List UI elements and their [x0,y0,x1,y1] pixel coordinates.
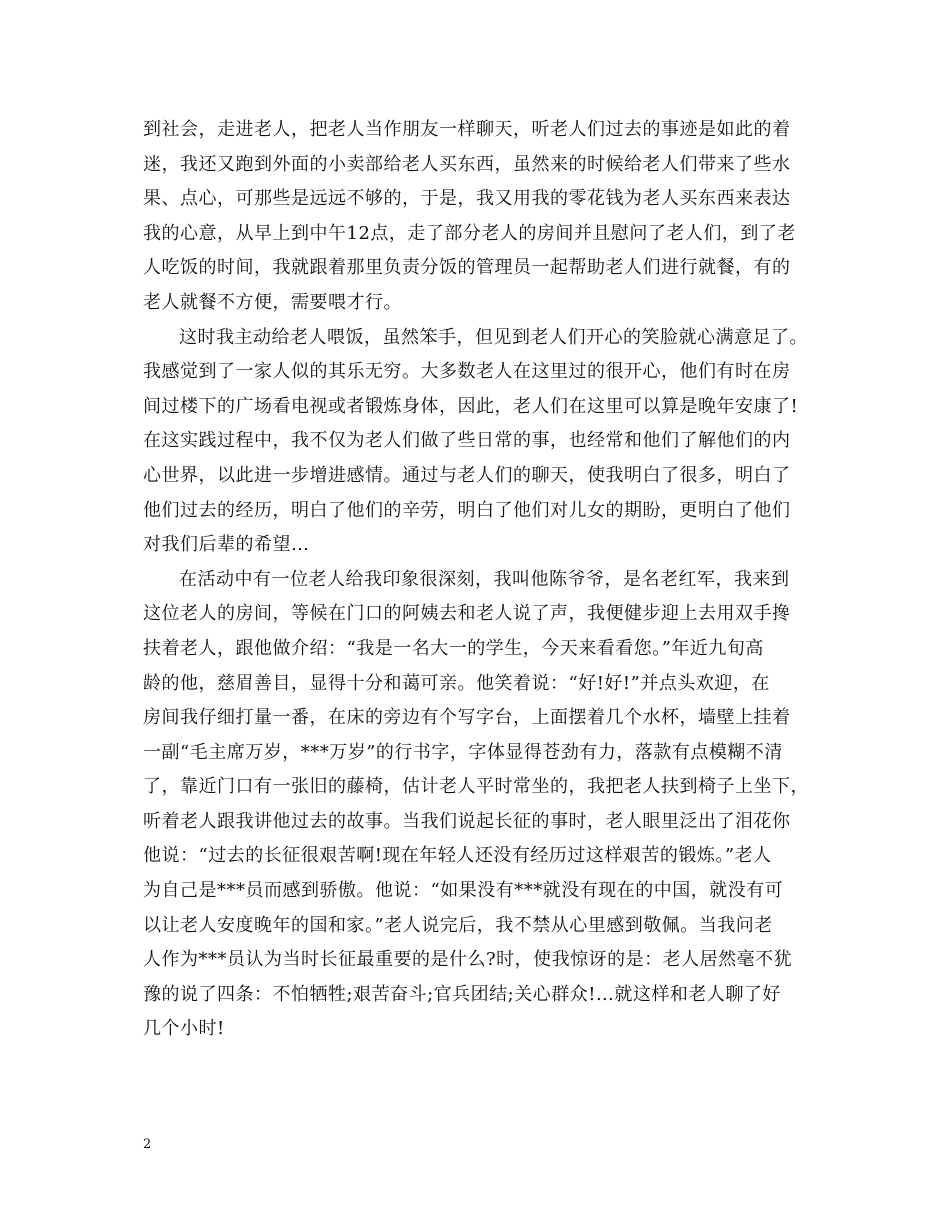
text-line: 人吃饭的时间，我就跟着那里负责分饭的管理员一起帮助老人们进行就餐，有的 [143,257,791,279]
text-line: 我的心意，从早上到中午12点，走了部分老人的房间并且慰问了老人们，到了老 [143,222,796,244]
text-line: 他说：“过去的长征很艰苦啊!现在年轻人还没有经历过这样艰苦的锻炼。”老人 [143,845,772,867]
text-line: 这时我主动给老人喂饭，虽然笨手，但见到老人们开心的笑脸就心满意足了。 [179,326,808,348]
text-line: 几个小时! [143,1018,225,1040]
text-line: 老人就餐不方便，需要喂才行。 [143,291,402,313]
text-line: 这位老人的房间，等候在门口的阿姨去和老人说了声，我便健步迎上去用双手搀 [143,603,791,625]
text-line: 我感觉到了一家人似的其乐无穷。大多数老人在这里过的很开心，他们有时在房 [143,361,791,383]
text-line: 到社会，走进老人，把老人当作朋友一样聊天，听老人们过去的事迹是如此的着 [143,119,791,140]
text-line: 为自己是***员而感到骄傲。他说：“如果没有***就没有现在的中国，就没有可 [143,880,784,902]
text-line: 迷，我还又跑到外面的小卖部给老人买东西，虽然来的时候给老人们带来了些水 [143,153,791,175]
text-line: 了，靠近门口有一张旧的藤椅，估计老人平时常坐的，我把老人扶到椅子上坐下， [143,776,809,798]
text-line: 豫的说了四条：不怕牺牲;艰苦奋斗;官兵团结;关心群众!…就这样和老人聊了好 [143,983,781,1005]
text-line: 龄的他，慈眉善目，显得十分和蔼可亲。他笑着说：“好!好!”并点头欢迎，在 [143,672,770,694]
text-line: 以让老人安度晚年的国和家。”老人说完后，我不禁从心里感到敬佩。当我问老 [143,914,773,936]
text-line: 房间我仔细打量一番，在床的旁边有个写字台，上面摆着几个水杯，墙壁上挂着 [143,707,791,729]
text-line: 对我们后辈的希望… [143,534,310,556]
page-number: 2 [143,1137,152,1152]
text-line: 间过楼下的广场看电视或者锻炼身体，因此，老人们在这里可以算是晚年安康了! [143,395,799,417]
text-line: 他们过去的经历，明白了他们的辛劳，明白了他们对儿女的期盼，更明白了他们 [143,499,791,521]
text-line: 心世界，以此进一步增进感情。通过与老人们的聊天，使我明白了很多，明白了 [143,464,791,486]
text-line: 在这实践过程中，我不仅为老人们做了些日常的事，也经常和他们了解他们的内 [143,430,791,452]
text-line: 果、点心，可那些是远远不够的，于是，我又用我的零花钱为老人买东西来表达 [143,188,791,210]
text-line: 扶着老人，跟他做介绍：“我是一名大一的学生，今天来看看您。”年近九旬高 [143,637,764,659]
text-line: 一副“毛主席万岁，***万岁”的行书字，字体显得苍劲有力，落款有点模糊不清 [143,741,783,763]
text-line: 人作为***员认为当时长征最重要的是什么?时，使我惊讶的是：老人居然毫不犹 [143,949,793,971]
text-line: 在活动中有一位老人给我印象很深刻，我叫他陈爷爷，是名老红军，我来到 [179,568,790,590]
body-text [143,113,815,1047]
text-line: 听着老人跟我讲他过去的故事。当我们说起长征的事时，老人眼里泛出了泪花你 [143,810,791,832]
